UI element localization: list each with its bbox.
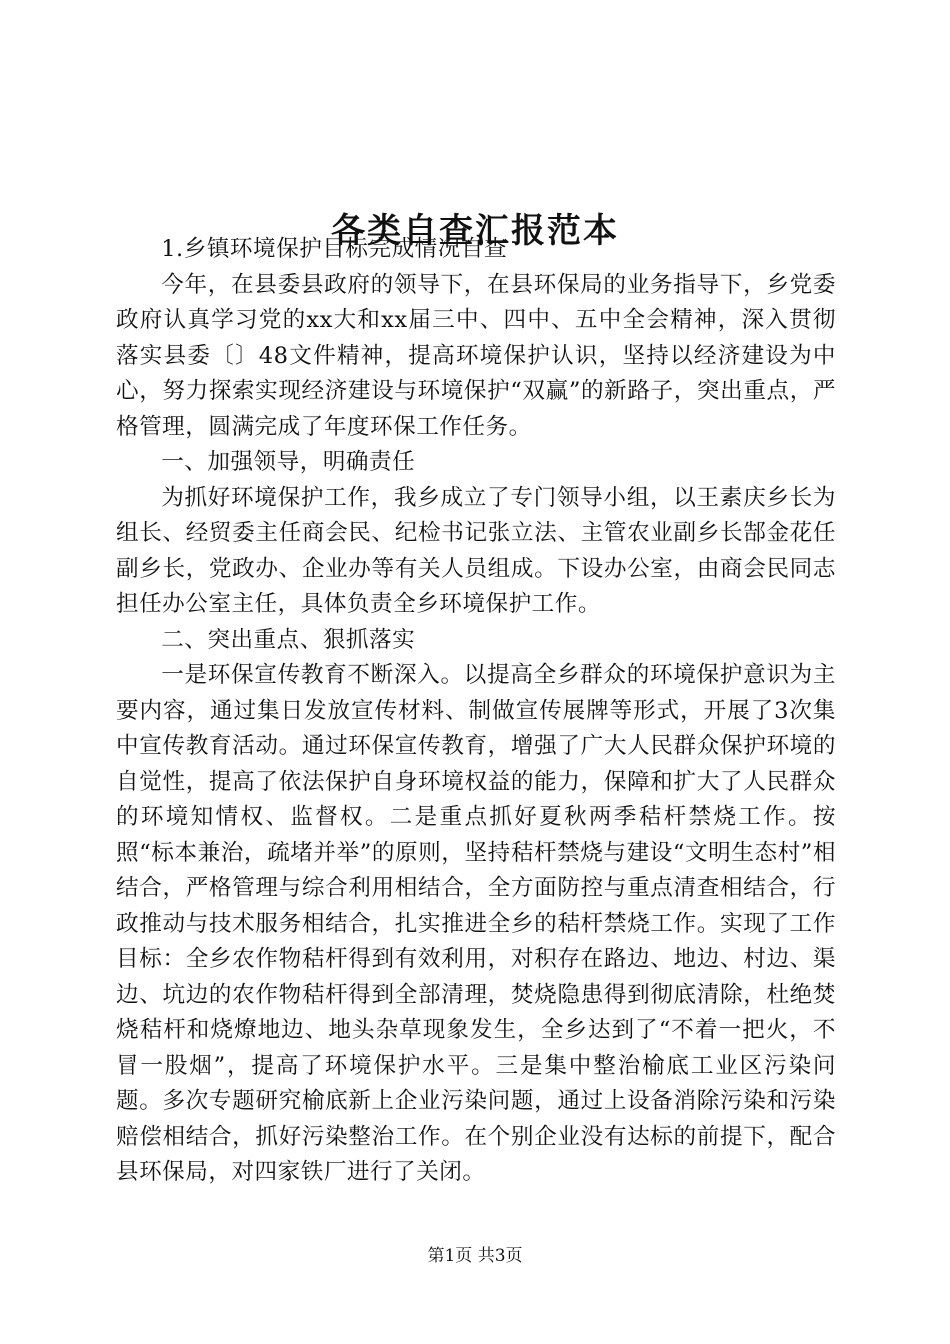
section-heading: 二、突出重点、狠抓落实	[161, 626, 416, 653]
paragraph: 为抓好环境保护工作，我乡成立了专门领导小组，以王素庆乡长为组长、经贸委主任商会民、纪检书记张立法、主管农业副乡长郜金花任副乡长，党政办、企业办等有关人员组成。下设办公室，由商会民同志担任办公室主任，具体负责全乡环境保护工作。	[116, 484, 836, 617]
paragraph: 一是环保宣传教育不断深入。以提高全乡群众的环境保护意识为主要内容，通过集日发放宣传材料、制做宣传展牌等形式，开展了3次集中宣传教育活动。通过环保宣传教育，增强了广大人民群众保护环境的自觉性，提高了依法保护自身环境权益的能力，保障和扩大了人民群众的环境知情权、监督权。二是重点抓好夏秋两季秸杆禁烧工作。按照“标本兼治，疏堵并举”的原则，坚持秸杆禁烧与建设“文明生态村”相结合，严格管理与综合利用相结合，全方面防控与重点清查相结合，行政推动与技术服务相结合，扎实推进全乡的秸杆禁烧工作。实现了工作目标：全乡农作物秸杆得到有效利用，对积存在路边、地边、村边、渠边、坑边的农作物秸杆得到全部清理，焚烧隐患得到彻底清除，杜绝焚烧秸杆和烧燎地边、地头杂草现象发生，全乡达到了“不着一把火，不冒一股烟”，提高了环境保护水平。三是集中整治榆底工业区污染问题。多次专题研究榆底新上企业污染问题，通过上设备消除污染和污染赔偿相结合，抓好污染整治工作。在个别企业没有达标的前提下，配合县环保局，对四家铁厂进行了关闭。	[116, 662, 836, 1185]
paragraph: 今年，在县委县政府的领导下，在县环保局的业务指导下，乡党委政府认真学习党的xx大和xx届三中、四中、五中全会精神，深入贯彻落实县委〔〕48文件精神，提高环境保护认识，坚持以经济建设为中心，努力探索实现经济建设与环境保护“双赢”的新路子，突出重点，严格管理，圆满完成了年度环保工作任务。	[116, 271, 836, 440]
section-heading: 1.乡镇环境保护目标完成情况自查	[161, 236, 508, 262]
document-title: 各类自查汇报范本	[331, 210, 619, 251]
document-body	[116, 232, 836, 1191]
page-footer: 第1页 共3页	[427, 1246, 523, 1266]
section-heading: 一、加强领导，明确责任	[161, 449, 416, 475]
